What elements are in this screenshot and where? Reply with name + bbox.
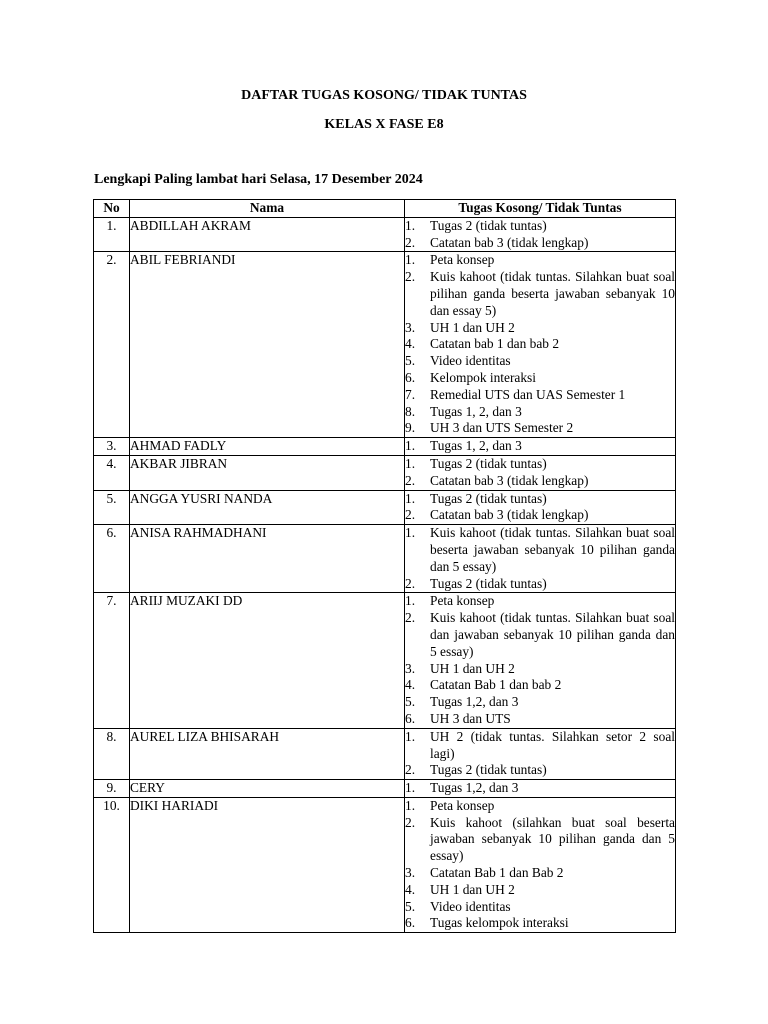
task-list <box>405 728 676 779</box>
task-text: Catatan Bab 1 dan Bab 2 <box>430 865 564 881</box>
task-text: Peta konsep <box>430 593 495 609</box>
task-item <box>405 915 675 932</box>
task-item <box>405 729 675 763</box>
task-number: 6. <box>405 915 416 931</box>
task-number: 2. <box>405 814 416 830</box>
student-name: ANGGA YUSRI NANDA <box>130 490 405 525</box>
task-item <box>405 798 675 815</box>
task-list <box>405 525 676 593</box>
task-number: 9. <box>405 420 416 436</box>
task-text: Kuis kahoot (tidak tuntas. Silahkan buat soal dan jawaban sebanyak 10 pilihan ganda dan 5 essay) <box>430 610 675 659</box>
table-body <box>94 217 676 932</box>
task-text: Catatan bab 1 dan bab 2 <box>430 336 560 352</box>
row-number: 7. <box>94 593 130 728</box>
row-number: 1. <box>94 217 130 252</box>
task-number: 5. <box>405 694 416 710</box>
task-item <box>405 387 675 404</box>
student-name: CERY <box>130 780 405 798</box>
task-list <box>405 797 676 932</box>
task-text: Kuis kahoot (tidak tuntas. Silahkan buat soal beserta jawaban sebanyak 10 pilihan ganda dan 5 essay) <box>430 525 675 574</box>
task-text: Tugas 1, 2, dan 3 <box>430 403 522 419</box>
table-row <box>94 797 676 932</box>
student-name: AHMAD FADLY <box>130 438 405 456</box>
task-number: 2. <box>405 234 416 250</box>
task-item <box>405 677 675 694</box>
task-text: Tugas 1,2, dan 3 <box>430 780 519 796</box>
task-item <box>405 882 675 899</box>
row-number: 6. <box>94 525 130 593</box>
row-number: 2. <box>94 252 130 438</box>
row-number: 5. <box>94 490 130 525</box>
task-text: Remedial UTS dan UAS Semester 1 <box>430 386 626 402</box>
student-name: AKBAR JIBRAN <box>130 455 405 490</box>
class-subtitle: KELAS X FASE E8 <box>324 117 444 132</box>
task-number: 6. <box>405 369 416 385</box>
row-number: 8. <box>94 728 130 779</box>
task-item <box>405 610 675 660</box>
task-item <box>405 780 675 797</box>
task-list <box>405 490 676 525</box>
row-number: 3. <box>94 438 130 456</box>
row-number: 9. <box>94 780 130 798</box>
task-item <box>405 456 675 473</box>
task-number: 1. <box>405 490 416 506</box>
task-text: UH 1 dan UH 2 <box>430 319 515 335</box>
task-text: UH 3 dan UTS Semester 2 <box>430 420 574 436</box>
task-number: 3. <box>405 319 416 335</box>
task-text: UH 1 dan UH 2 <box>430 881 515 897</box>
task-list <box>405 217 676 252</box>
task-number: 8. <box>405 403 416 419</box>
task-text: Tugas 2 (tidak tuntas) <box>430 575 547 591</box>
task-text: Tugas kelompok interaksi <box>430 915 569 931</box>
task-number: 2. <box>405 762 416 778</box>
table-header-row <box>94 200 676 218</box>
task-text: UH 1 dan UH 2 <box>430 660 515 676</box>
task-item <box>405 438 675 455</box>
task-number: 1. <box>405 780 416 796</box>
task-item <box>405 473 675 490</box>
student-name: AUREL LIZA BHISARAH <box>130 728 405 779</box>
student-name: ANISA RAHMADHANI <box>130 525 405 593</box>
task-item <box>405 491 675 508</box>
task-item <box>405 370 675 387</box>
task-item <box>405 762 675 779</box>
task-number: 2. <box>405 507 416 523</box>
header-no: No <box>94 200 130 218</box>
task-text: Kuis kahoot (silahkan buat soal beserta jawaban sebanyak 10 pilihan ganda dan 5 essay) <box>430 814 675 864</box>
task-number: 2. <box>405 269 416 285</box>
task-number: 1. <box>405 455 416 471</box>
task-text: Kuis kahoot (tidak tuntas. Silahkan buat soal pilihan ganda beserta jawaban sebanyak 10 dan essay 5) <box>430 269 675 318</box>
table-row <box>94 252 676 438</box>
task-item <box>405 252 675 269</box>
task-number: 2. <box>405 575 416 591</box>
task-text: Tugas 2 (tidak tuntas) <box>430 762 547 778</box>
task-text: UH 2 (tidak tuntas. Silahkan setor 2 soal lagi) <box>430 728 675 761</box>
task-item <box>405 815 675 865</box>
task-text: Kelompok interaksi <box>430 369 536 385</box>
task-number: 1. <box>405 797 416 813</box>
student-name: ABIL FEBRIANDI <box>130 252 405 438</box>
table-row <box>94 455 676 490</box>
task-text: Catatan bab 3 (tidak lengkap) <box>430 234 589 250</box>
task-number: 7. <box>405 386 416 402</box>
task-number: 2. <box>405 472 416 488</box>
task-number: 1. <box>405 217 416 233</box>
task-number: 5. <box>405 353 416 369</box>
task-item <box>405 336 675 353</box>
table-row <box>94 593 676 728</box>
student-name: ARIIJ MUZAKI DD <box>130 593 405 728</box>
task-number: 6. <box>405 710 416 726</box>
task-item <box>405 218 675 235</box>
task-number: 1. <box>405 593 416 609</box>
task-item <box>405 694 675 711</box>
header-tasks: Tugas Kosong/ Tidak Tuntas <box>405 200 676 218</box>
document-title: DAFTAR TUGAS KOSONG/ TIDAK TUNTAS <box>241 88 527 103</box>
task-item <box>405 320 675 337</box>
student-name: ABDILLAH AKRAM <box>130 217 405 252</box>
task-text: Catatan Bab 1 dan bab 2 <box>430 677 562 693</box>
task-item <box>405 711 675 728</box>
task-text: Peta konsep <box>430 252 495 268</box>
table-row <box>94 217 676 252</box>
task-text: Video identitas <box>430 353 511 369</box>
task-number: 3. <box>405 660 416 676</box>
task-item <box>405 420 675 437</box>
task-item <box>405 865 675 882</box>
task-list <box>405 252 676 438</box>
task-table <box>93 199 676 933</box>
table-row <box>94 490 676 525</box>
task-item <box>405 404 675 421</box>
row-number: 4. <box>94 455 130 490</box>
task-text: Catatan bab 3 (tidak lengkap) <box>430 472 589 488</box>
table-row <box>94 728 676 779</box>
task-item <box>405 576 675 593</box>
task-number: 3. <box>405 865 416 881</box>
task-item <box>405 525 675 575</box>
task-text: Tugas 1, 2, dan 3 <box>430 438 522 454</box>
task-item <box>405 235 675 252</box>
student-name: DIKI HARIADI <box>130 797 405 932</box>
task-number: 1. <box>405 438 416 454</box>
task-list <box>405 455 676 490</box>
table-row <box>94 525 676 593</box>
deadline-note: Lengkapi Paling lambat hari Selasa, 17 Desember 2024 <box>94 172 423 187</box>
table-row <box>94 780 676 798</box>
task-item <box>405 507 675 524</box>
task-text: Tugas 2 (tidak tuntas) <box>430 217 547 233</box>
row-number: 10. <box>94 797 130 932</box>
task-number: 1. <box>405 252 416 268</box>
table-row <box>94 438 676 456</box>
task-number: 4. <box>405 881 416 897</box>
task-text: Tugas 2 (tidak tuntas) <box>430 455 547 471</box>
task-number: 4. <box>405 677 416 693</box>
task-list <box>405 780 676 798</box>
task-text: Tugas 2 (tidak tuntas) <box>430 490 547 506</box>
task-number: 2. <box>405 610 416 626</box>
task-number: 1. <box>405 728 416 744</box>
task-number: 5. <box>405 898 416 914</box>
task-list <box>405 438 676 456</box>
task-item <box>405 593 675 610</box>
task-item <box>405 353 675 370</box>
task-text: Tugas 1,2, dan 3 <box>430 694 519 710</box>
task-text: Video identitas <box>430 898 511 914</box>
task-item <box>405 661 675 678</box>
task-list <box>405 593 676 728</box>
task-number: 1. <box>405 525 416 541</box>
task-text: Catatan bab 3 (tidak lengkap) <box>430 507 589 523</box>
task-text: UH 3 dan UTS <box>430 710 511 726</box>
header-name: Nama <box>130 200 405 218</box>
task-item <box>405 269 675 319</box>
task-text: Peta konsep <box>430 797 495 813</box>
task-item <box>405 899 675 916</box>
task-number: 4. <box>405 336 416 352</box>
